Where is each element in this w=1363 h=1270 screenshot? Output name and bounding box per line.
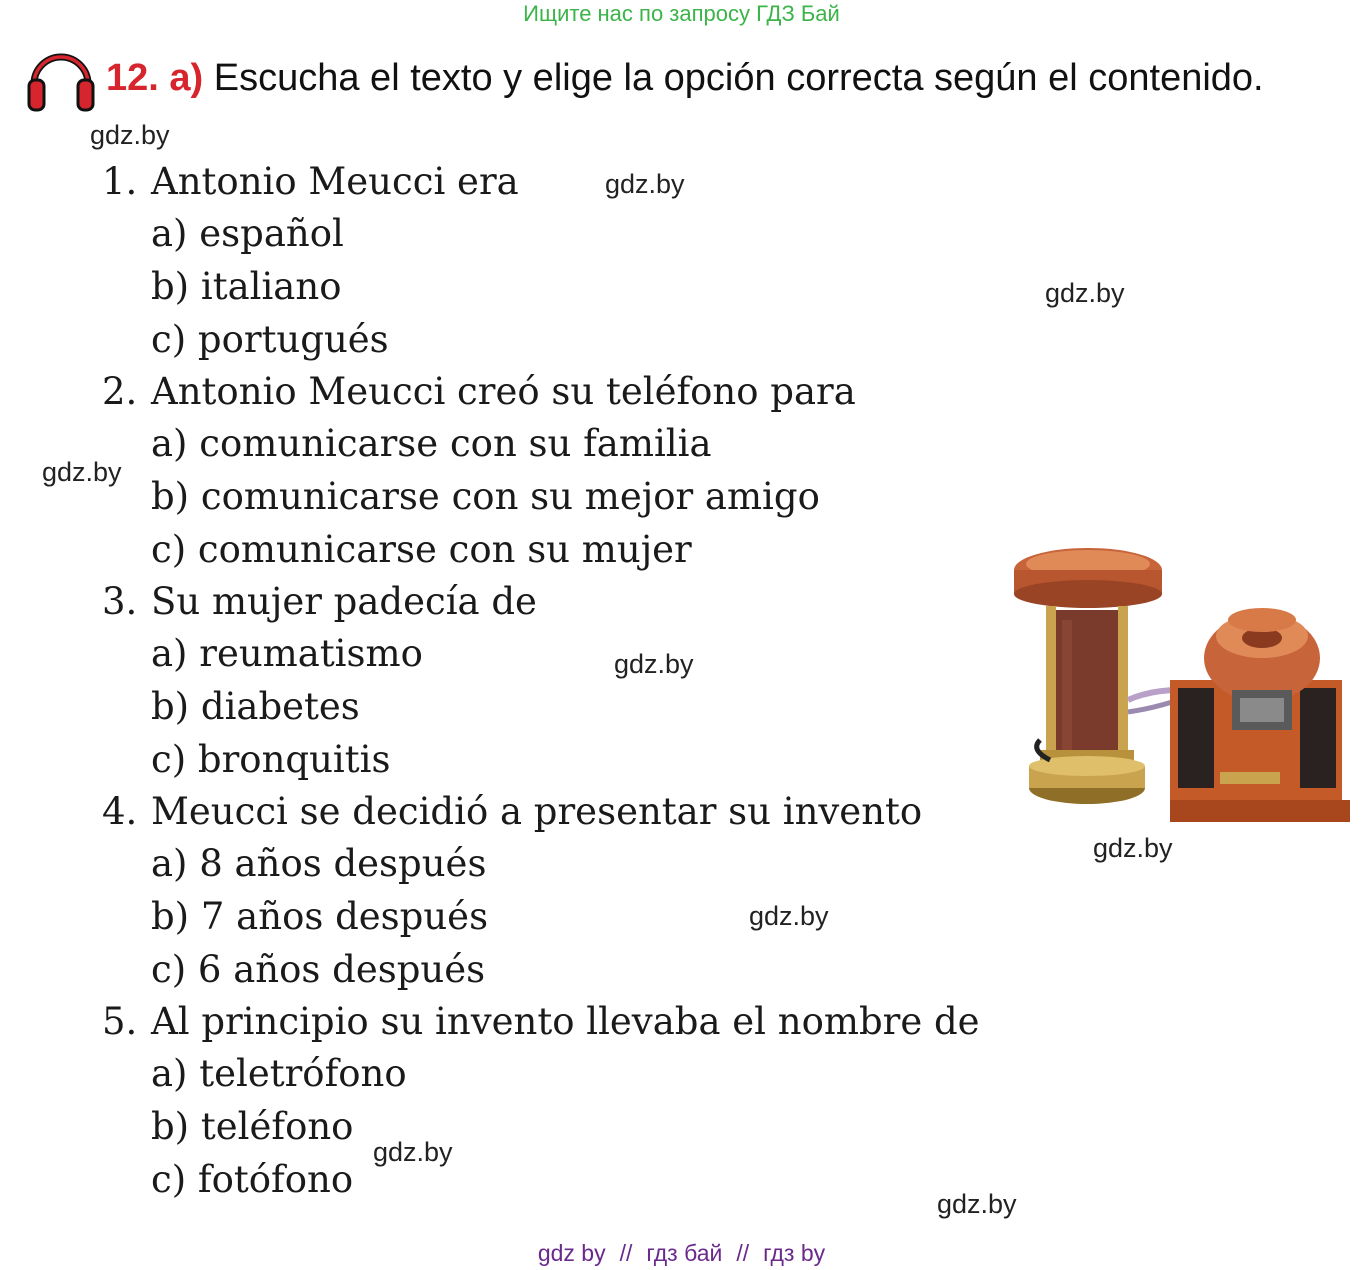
watermark: gdz.by <box>614 649 694 679</box>
headphones-icon <box>26 44 96 114</box>
antique-telephone-image <box>1010 540 1350 830</box>
watermark: gdz.by <box>90 120 170 150</box>
question-2-option-a: a) comunicarse con su familia <box>151 422 712 465</box>
exercise-number: 12. <box>106 57 159 99</box>
exercise-heading <box>106 56 1264 100</box>
footer-separator: // <box>736 1240 750 1266</box>
question-3-option-b: b) diabetes <box>151 685 360 728</box>
watermark: gdz.by <box>749 901 829 931</box>
watermark: gdz.by <box>1093 833 1173 863</box>
question-5-option-b: b) teléfono <box>151 1105 354 1148</box>
watermark: gdz.by <box>42 457 122 487</box>
question-1-option-c: c) portugués <box>151 318 389 361</box>
question-4-option-a: a) 8 años después <box>151 842 487 885</box>
watermark: gdz.by <box>1045 278 1125 308</box>
question-4-option-c: c) 6 años después <box>151 948 486 991</box>
question-2-option-c: c) comunicarse con su mujer <box>151 528 692 571</box>
question-2-option-b: b) comunicarse con su mejor amigo <box>151 475 820 518</box>
watermark: gdz.by <box>373 1137 453 1167</box>
footer-separator: // <box>619 1240 633 1266</box>
question-1-text: Antonio Meucci era <box>151 160 519 203</box>
question-5-text: Al principio su invento llevaba el nombre de <box>151 1000 980 1043</box>
question-3-number: 3. <box>102 580 138 623</box>
question-1-option-a: a) español <box>151 212 344 255</box>
question-4-text: Meucci se decidió a presentar su invento <box>151 790 923 833</box>
question-1-number: 1. <box>102 160 138 203</box>
footer <box>0 1238 1363 1268</box>
question-5-option-a: a) teletrófono <box>151 1052 407 1095</box>
footer-link[interactable]: gdz by <box>537 1240 606 1266</box>
watermark: gdz.by <box>605 169 685 199</box>
question-5-option-c: c) fotófono <box>151 1158 354 1201</box>
exercise-instruction: Escucha el texto y elige la opción correcta según el contenido. <box>213 57 1264 99</box>
footer-link[interactable]: гдз бай <box>646 1240 723 1266</box>
question-5-number: 5. <box>102 1000 138 1043</box>
question-3-option-a: a) reumatismo <box>151 632 423 675</box>
exercise-sub-letter: a) <box>169 57 204 99</box>
question-4-number: 4. <box>102 790 138 833</box>
footer-link[interactable]: гдз by <box>763 1240 826 1266</box>
watermark: gdz.by <box>937 1189 1017 1219</box>
question-2-number: 2. <box>102 370 138 413</box>
top-banner: Ищите нас по запросу ГДЗ Бай <box>523 1 840 26</box>
question-1-option-b: b) italiano <box>151 265 342 308</box>
question-3-option-c: c) bronquitis <box>151 738 391 781</box>
question-3-text: Su mujer padecía de <box>151 580 537 623</box>
question-2-text: Antonio Meucci creó su teléfono para <box>151 370 856 413</box>
question-4-option-b: b) 7 años después <box>151 895 489 938</box>
